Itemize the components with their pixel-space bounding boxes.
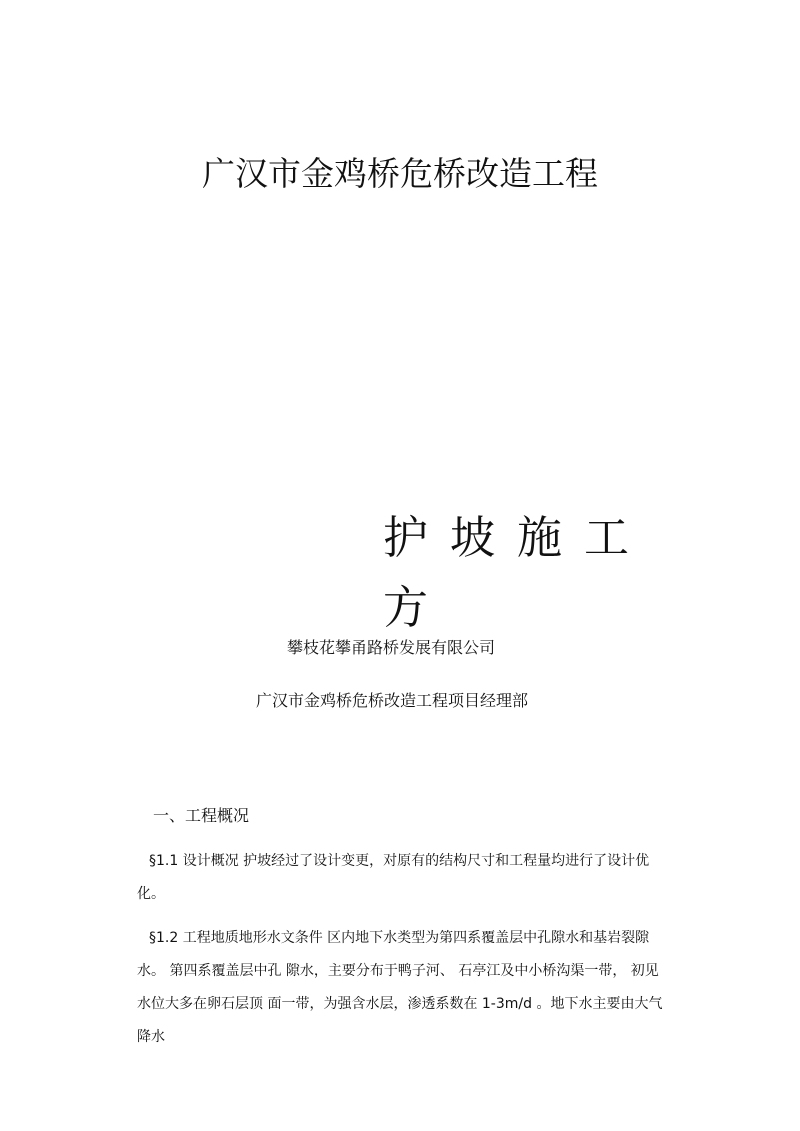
paragraph-design-overview: §1.1 设计概况 护坡经过了设计变更，对原有的结构尺寸和工程量均进行了设计优化。 — [137, 853, 650, 902]
project-title: 广汉市金鸡桥危桥改造工程 — [202, 154, 598, 193]
paragraph-geology-hydrology: §1.2 工程地质地形水文条件 区内地下水类型为第四系覆盖层中孔隙水和基岩裂隙水。 第四系覆盖层中孔 隙水，主要分布于鸭子河、 石亭江及中小桥沟渠一带， 初见水位大多在卵石层顶 面一带，为强含水层，渗透系数在 1-3m/d 。地下水主要由大气降水 — [137, 930, 663, 1045]
plan-heading: 护坡施工方 — [383, 511, 652, 634]
department-name: 广汉市金鸡桥危桥改造工程项目经理部 — [256, 691, 529, 710]
section-heading: 一、工程概况 — [153, 806, 250, 825]
company-name: 攀枝花攀甬路桥发展有限公司 — [287, 638, 496, 657]
